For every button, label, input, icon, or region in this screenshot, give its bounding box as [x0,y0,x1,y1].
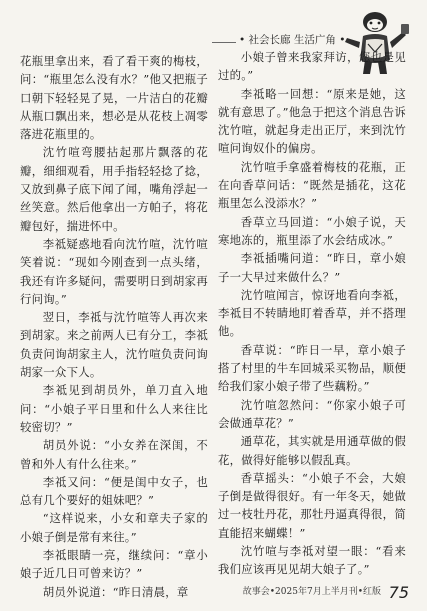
issue-footer: 故事会•2025年7月上半月刊•红版 [242,587,381,597]
paragraph: 沈竹喧与李祗对望一眼：“看来我们应该再见见胡大娘子了。” [218,544,406,577]
paragraph: 翌日，李祗与沈竹喧等人再次来到胡家。来之前两人已有分工，李祗负责问询胡家主人，沈竹喧负责问询胡家一众下人。 [20,310,208,380]
paragraph: 李祗又问：“便是闺中女子，也总有几个要好的姐妹吧？” [20,474,208,508]
paragraph: 沈竹喧手拿盛着梅枝的花瓶，正在向香草问话：“既然是插花，这花瓶里怎么没添水？” [218,159,406,211]
paragraph: 沈竹喧忽然问：“你家小娘子可会做通草花？” [218,397,406,430]
paragraph: 李祗疑惑地看向沈竹喧，沈竹喧笑着说：“现如今刚查到一点头绪，我还有许多疑问，需要明日到胡家再行问询。” [20,236,208,306]
paragraph: 李祗见到胡员外，单刀直入地问：“小娘子平日里和什么人来往比较密切？” [20,383,208,434]
paragraph: 李祗眼睛一亮，继续问：“章小娘子近几日可曾来访？” [20,548,208,581]
page-number: 75 [388,583,409,602]
paragraph: 李祗略一回想：“原来是她，这就有意思了。”他急于把这个消息告诉沈竹喧，就起身走出正厅，来到沈竹喧问询奴仆的偏房。 [218,86,406,156]
left-text-column [20,52,208,601]
paragraph: 胡员外说：“小女养在深闺，不曾和外人有什么往来。” [20,438,208,471]
paragraph: 通草花，其实就是用通草做的假花，做得好能够以假乱真。 [218,434,406,467]
paragraph: 香草说：“昨日一早，章小娘子搭了村里的牛车回城采买物品，顺便给我们家小娘子带了些藕粉。” [218,342,406,394]
paragraph: 香草摇头：“小娘子不会，大娘子倒是做得很好。有一年冬天，她做过一枝牡丹花，那牡丹逼真得很，简直能招来蝴蝶！” [218,470,406,540]
paragraph: 花瓶里拿出来，看了看干爽的梅枝，问：“瓶里怎么没有水？”他又把瓶子口朝下轻轻晃了晃，一片洁白的花瓣从瓶口飘出来，想必是从花枝上凋零落进花瓶里的。 [20,54,208,142]
paragraph: 胡员外说道：“昨日清晨，章 [42,584,189,599]
paragraph: 小娘子曾来我家拜访，您也是见过的。” [218,50,406,83]
paragraph: 李祗插嘴问道：“昨日，章小娘子一大早过来做什么？” [218,251,406,284]
paragraph: “这样说来，小女和章夫子家的小娘子倒是常有来往。” [20,511,208,544]
paragraph: 香草立马回道：“小娘子说，天寒地冻的，瓶里添了水会结成冰。” [218,214,406,247]
section-header: • 社会长廊 生活广角 • [236,33,348,47]
paragraph: 沈竹喧闻言，惊讶地看向李祗，李祗目不转睛地盯着香草，并不搭理他。 [218,287,406,339]
paragraph: 沈竹喧弯腰拈起那片飘落的花瓣，细细观看，用手指轻轻捻了捻，又放到鼻子底下闻了闻，嘴角浮起一丝笑意。然后他拿出一方帕子，将花瓣包好，揣进怀中。 [20,145,208,233]
right-text-column [218,48,406,579]
